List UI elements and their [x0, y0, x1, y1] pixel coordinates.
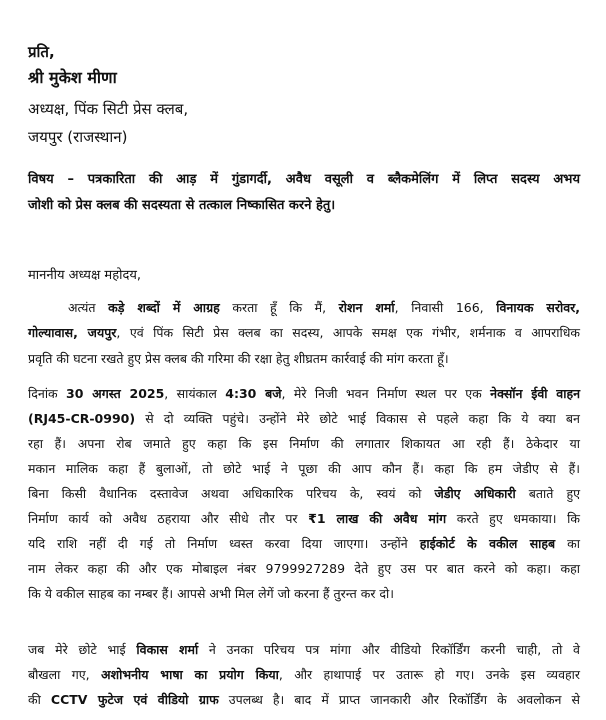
recipient-designation: अध्यक्ष, पिंक सिटी प्रेस क्लब, — [28, 100, 189, 118]
para3-line-2: बौखला गए, अशोभनीय भाषा का प्रयोग किया, और हाथापाई पर उतारू हो गए। उनके इस व्यवहार — [28, 667, 581, 682]
para2-line-2: (RJ45-CR-0990) से दो व्यक्ति पहुंचे। उन्होंने मेरे छोटे भाई विकास से पहले कहा कि ये क्या बन — [28, 411, 580, 426]
para1-line-3: प्रवृति की घटना रखते हुए प्रेस क्लब की गरिमा की रक्षा हेतु शीघ्रतम कार्रवाई की मांग करता हूँ। — [28, 351, 449, 366]
para2-line-3: रहा हैं। अपना रोब जमाते हुए कहा कि इस निर्माण की लगातार शिकायत आ रही हैं। ठेकेदार या — [28, 436, 580, 451]
recipient-name: श्री मुकेश मीणा — [28, 68, 117, 87]
address-prefix: प्रति, — [28, 43, 55, 61]
subject-line-1: विषय – पत्रकारिता की आड़ में गुंडागर्दी, अवैध वसूली व ब्लैकमेलिंग में लिप्त सदस्य अभय — [28, 172, 580, 187]
salutation: माननीय अध्यक्ष महोदय, — [28, 268, 142, 283]
para2-line-6: निर्माण कार्य को अवैध ठहराया और सीधे तौर पर ₹1 लाख की अवैध मांग करते हुए धमकाया। कि — [28, 511, 580, 526]
subject-line-2: जोशी को प्रेस क्लब की सदस्यता से तत्काल निष्कासित करने हेतु। — [28, 198, 336, 213]
para2-line-4: मकान मालिक कहा हैं बुलाओं, तो छोटे भाई ने पूछा की आप कौन हैं। कहा कि हम जेडीए से हैं। — [28, 461, 580, 476]
para2-line-7: यदि राशि नहीं दी गई तो निर्माण ध्वस्त करवा दिया जाएगा। उन्होंने हाईकोर्ट के वकील साहब का — [28, 536, 581, 551]
para2-line-1: दिनांक 30 अगस्त 2025, सायंकाल 4:30 बजे, मेरे निजी भवन निर्माण स्थल पर एक नेक्सॉन ईवी वाहन — [28, 386, 581, 401]
para3-line-1: जब मेरे छोटे भाई विकास शर्मा ने उनका परिचय पत्र मांगा और वीडियो रिकॉर्डिंग करनी चाही, तो वे — [28, 642, 580, 657]
para2-line-9: कि ये वकील साहब का नम्बर हैं। आपसे अभी मिल लेगें जो करना हैं तुरन्त कर दो। — [28, 586, 395, 601]
recipient-place: जयपुर (राजस्थान) — [28, 128, 128, 146]
para1-line-1: अत्यंत कड़े शब्दों में आग्रह करता हूँ कि मैं, रोशन शर्मा, निवासी 166, विनायक सरोवर, — [68, 300, 581, 315]
para3-line-3: की CCTV फुटेज एवं वीडियो ग्राफ उपलब्ध है। बाद में प्राप्त जानकारी और रिकॉर्डिंग के अवलोकन से — [28, 692, 580, 707]
para2-line-8: नाम लेकर कहा की और एक मोबाइल नंबर 9799927289 देते हुए उस पर बात करने को कहा। कहा — [28, 561, 580, 576]
para2-line-5: बिना किसी वैधानिक दस्तावेज अथवा अधिकारिक परिचय के, स्वयं को जेडीए अधिकारी बताते हुए — [28, 486, 580, 501]
para1-line-2: गोल्यावास, जयपुर, एवं पिंक सिटी प्रेस क्लब का सदस्य, आपके समक्ष एक गंभीर, शर्मनाक व आपराधिक — [28, 325, 580, 340]
